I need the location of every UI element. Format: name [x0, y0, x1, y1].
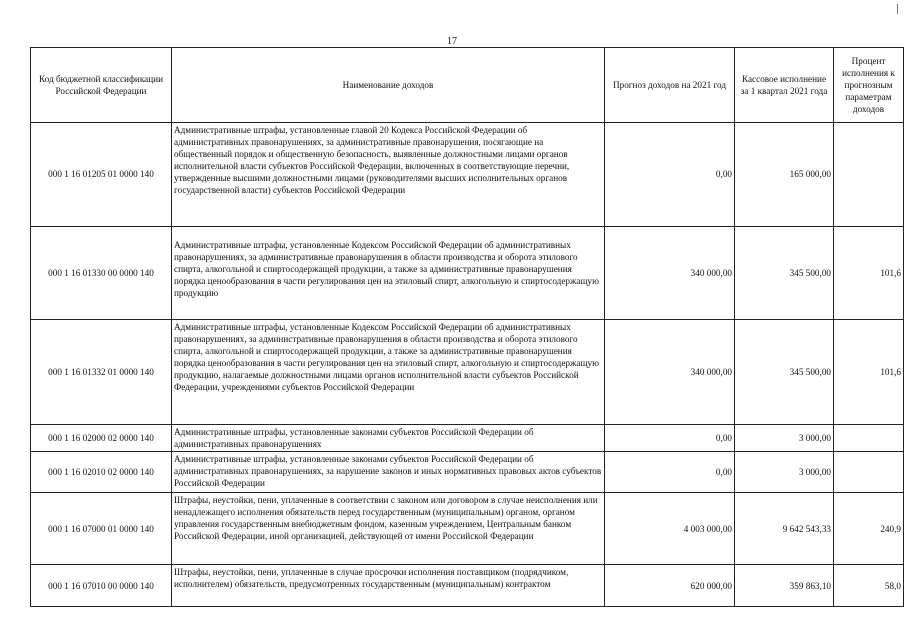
table-row — [31, 320, 904, 425]
page-number: 17 — [447, 36, 457, 47]
header-forecast: Прогноз доходов на 2021 год — [605, 48, 735, 123]
row-executed: 3 000,00 — [735, 425, 834, 452]
row-code: 000 1 16 01205 01 0000 140 — [31, 123, 172, 227]
row-code: 000 1 16 01332 01 0000 140 — [31, 320, 172, 425]
row-code: 000 1 16 07000 01 0000 140 — [31, 493, 172, 565]
table-row — [31, 425, 904, 452]
row-executed: 165 000,00 — [735, 123, 834, 227]
revenue-table — [30, 47, 904, 607]
table-row — [31, 123, 904, 227]
row-percent: 101,6 — [834, 320, 904, 425]
header-percent: Процент исполнения к прогнозным параметрам доходов — [834, 48, 904, 123]
row-code: 000 1 16 02010 02 0000 140 — [31, 452, 172, 493]
row-name: Административные штрафы, установленные законами субъектов Российской Федерации об административных правонарушениях, за нарушение законов и иных нормативных правовых актов субъектов Российской Федерации — [172, 452, 605, 493]
row-executed: 345 500,00 — [735, 320, 834, 425]
table-row — [31, 565, 904, 607]
row-name: Штрафы, неустойки, пени, уплаченные в соответствии с законом или договором в случае неисполнения или ненадлежащего исполнения обязательств перед государственным (муниципальным) органом, органом управления государственным внебюджетным фондом, казенным учреждением, Центральным банком Российской Федерации, иной организацией, действующей от имени Российской Федерации — [172, 493, 605, 565]
row-forecast: 0,00 — [605, 123, 735, 227]
row-forecast: 340 000,00 — [605, 227, 735, 320]
row-forecast: 0,00 — [605, 452, 735, 493]
row-percent — [834, 425, 904, 452]
row-name: Административные штрафы, установленные законами субъектов Российской Федерации об административных правонарушениях — [172, 425, 605, 452]
row-percent: 101,6 — [834, 227, 904, 320]
row-percent — [834, 123, 904, 227]
row-forecast: 620 000,00 — [605, 565, 735, 607]
row-forecast: 340 000,00 — [605, 320, 735, 425]
row-executed: 3 000,00 — [735, 452, 834, 493]
row-executed: 9 642 543,33 — [735, 493, 834, 565]
row-name: Административные штрафы, установленные Кодексом Российской Федерации об административных правонарушениях, за административные правонарушения в области производства и оборота этилового спирта, алкогольной и спиртосодержащей продукции, а также за административные правонарушения порядка ценообразования в части регулирования цен на этиловый спирт, алкогольную и спиртосодержащую продукцию, налагаемые должностными лицами органов исполнительной власти субъектов Российской Федерации, учреждениями субъектов Российской Федерации — [172, 320, 605, 425]
row-executed: 359 863,10 — [735, 565, 834, 607]
scan-edge-mark — [897, 4, 898, 14]
header-name: Наименование доходов — [172, 48, 605, 123]
row-percent: 58,0 — [834, 565, 904, 607]
row-percent — [834, 452, 904, 493]
table-header-row — [31, 48, 904, 123]
row-code: 000 1 16 01330 00 0000 140 — [31, 227, 172, 320]
row-executed: 345 500,00 — [735, 227, 834, 320]
table-row — [31, 493, 904, 565]
row-code: 000 1 16 07010 00 0000 140 — [31, 565, 172, 607]
row-forecast: 4 003 000,00 — [605, 493, 735, 565]
row-percent: 240,9 — [834, 493, 904, 565]
header-code: Код бюджетной классификации Российской Федерации — [31, 48, 172, 123]
header-executed: Кассовое исполнение за 1 квартал 2021 года — [735, 48, 834, 123]
row-name: Штрафы, неустойки, пени, уплаченные в случае просрочки исполнения поставщиком (подрядчиком, исполнителем) обязательств, предусмотренных государственным (муниципальным) контрактом — [172, 565, 605, 607]
table-row — [31, 227, 904, 320]
row-name: Административные штрафы, установленные главой 20 Кодекса Российской Федерации об административных правонарушениях, за административные правонарушения, посягающие на общественный порядок и общественную безопасность, выявленные должностными лицами органов исполнительной власти субъектов Российской Федерации, включенных в соответствующие перечни, утвержденные высшими должностными лицами (руководителями высших исполнительных органов государственной власти) субъектов Российской Федерации — [172, 123, 605, 227]
row-forecast: 0,00 — [605, 425, 735, 452]
table-row — [31, 452, 904, 493]
row-name: Административные штрафы, установленные Кодексом Российской Федерации об административных правонарушениях, за административные правонарушения в области производства и оборота этилового спирта, алкогольной и спиртосодержащей продукции, а также за административные правонарушения порядка ценообразования в части регулирования цен на этиловый спирт, алкогольную и спиртосодержащую продукцию — [172, 227, 605, 320]
row-code: 000 1 16 02000 02 0000 140 — [31, 425, 172, 452]
